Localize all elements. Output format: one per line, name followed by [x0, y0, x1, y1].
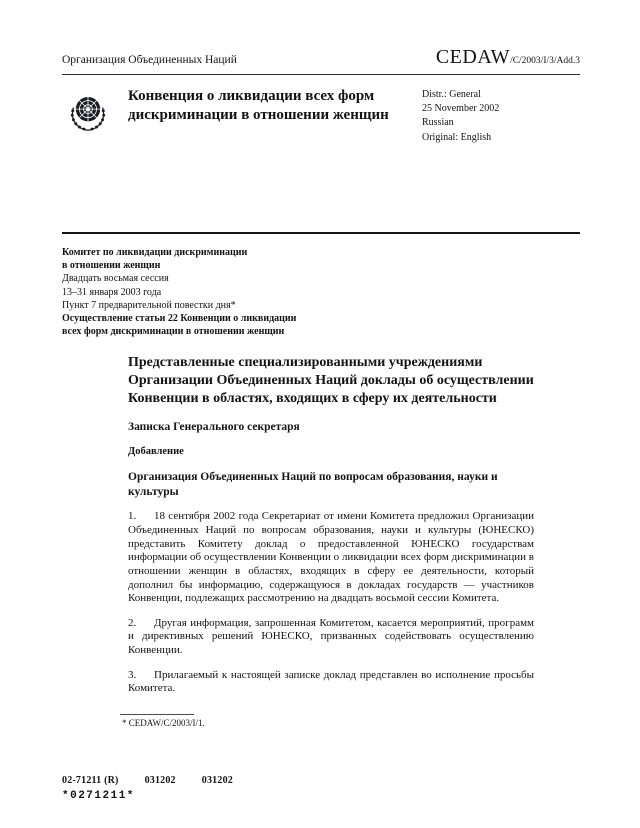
document-body [128, 354, 534, 696]
document-subtitle: Записка Генерального секретаря [128, 421, 300, 434]
distr-date: 25 November 2002 [422, 103, 500, 115]
section-heading: Организация Объединенных Наций по вопросам образования, науки и культуры [128, 471, 498, 499]
paragraph-3 [128, 669, 534, 696]
distr-line: Distr.: General [422, 89, 481, 100]
footer-date-1: 031202 [144, 775, 176, 786]
paragraph-1 [128, 510, 534, 605]
footer-date-2: 031202 [201, 775, 233, 786]
committee-name-line1: Комитет по ликвидации дискриминации [62, 247, 248, 258]
addendum-label: Добавление [128, 446, 184, 458]
masthead-rule [62, 232, 580, 234]
document-symbol-main: CEDAW [435, 46, 511, 68]
committee-block [62, 246, 580, 338]
page-footer [62, 775, 259, 802]
agenda-title-line1: Осуществление статьи 22 Конвенции о ликвидации [62, 312, 297, 324]
convention-title: Конвенция о ликвидации всех форм дискриминации в отношении женщин [128, 88, 389, 124]
un-emblem-icon [62, 86, 128, 232]
document-title: Представленные специализированными учреждениями Организации Объединенных Наций доклады об осуществлении Конвенции в областях, входящих в сферу их деятельности [128, 355, 534, 407]
footnote-area [112, 714, 580, 728]
paragraph-3-number: 3. [128, 668, 137, 681]
paragraph-3-text: Прилагаемый к настоящей записке доклад представлен во исполнение просьбы Комитета. [128, 668, 534, 695]
document-symbol-suffix: /C/2003/I/3/Add.3 [510, 56, 580, 66]
header-rule [62, 74, 580, 75]
footer-doc-number: 02-71211 (R) [62, 775, 119, 786]
committee-agenda-item: Пункт 7 предварительной повестки дня* [62, 299, 236, 311]
committee-dates: 13–31 января 2003 года [62, 286, 162, 298]
barcode-text: *0271211* [62, 790, 135, 802]
paragraph-1-text: 18 сентября 2002 года Секретариат от имени Комитета предложил Организации Объединенных Наций по вопросам образования, науки и культуры (ЮНЕСКО) представить Комитету доклад о предоставленной ЮНЕСКО государствам информации об осуществлении Конвенции о ликвидации всех форм дискриминации в отношении женщин в областях, входящих в сферу ее деятельности, который дополнил бы информацию, содержащуюся в докладах государств — участников Конвенции, подлежащих рассмотрению на двадцать восьмой сессии Комитета. [128, 510, 534, 605]
footer-document-number-line [62, 775, 259, 786]
paragraph-2 [128, 617, 534, 658]
distr-language: Russian [422, 117, 454, 129]
paragraph-2-number: 2. [128, 616, 137, 629]
document-symbol [436, 46, 580, 69]
footnote-text: * CEDAW/C/2003/I/1. [122, 717, 205, 728]
distribution-block [422, 86, 580, 232]
organization-name: Организация Объединенных Наций [62, 54, 237, 66]
committee-session: Двадцать восьмая сессия [62, 273, 169, 285]
paragraph-1-number: 1. [128, 510, 137, 523]
committee-name-line2: в отношении женщин [62, 260, 161, 272]
footnote-rule [120, 714, 194, 715]
distr-original: Original: English [422, 131, 492, 143]
masthead [62, 86, 580, 232]
agenda-title-line2: всех форм дискриминации в отношении женщин [62, 326, 285, 338]
top-header [62, 46, 580, 69]
paragraph-2-text: Другая информация, запрошенная Комитетом, касается мероприятий, программ и директивных решений ЮНЕСКО, призванных содействовать осуществлению Конвенции. [128, 616, 534, 656]
